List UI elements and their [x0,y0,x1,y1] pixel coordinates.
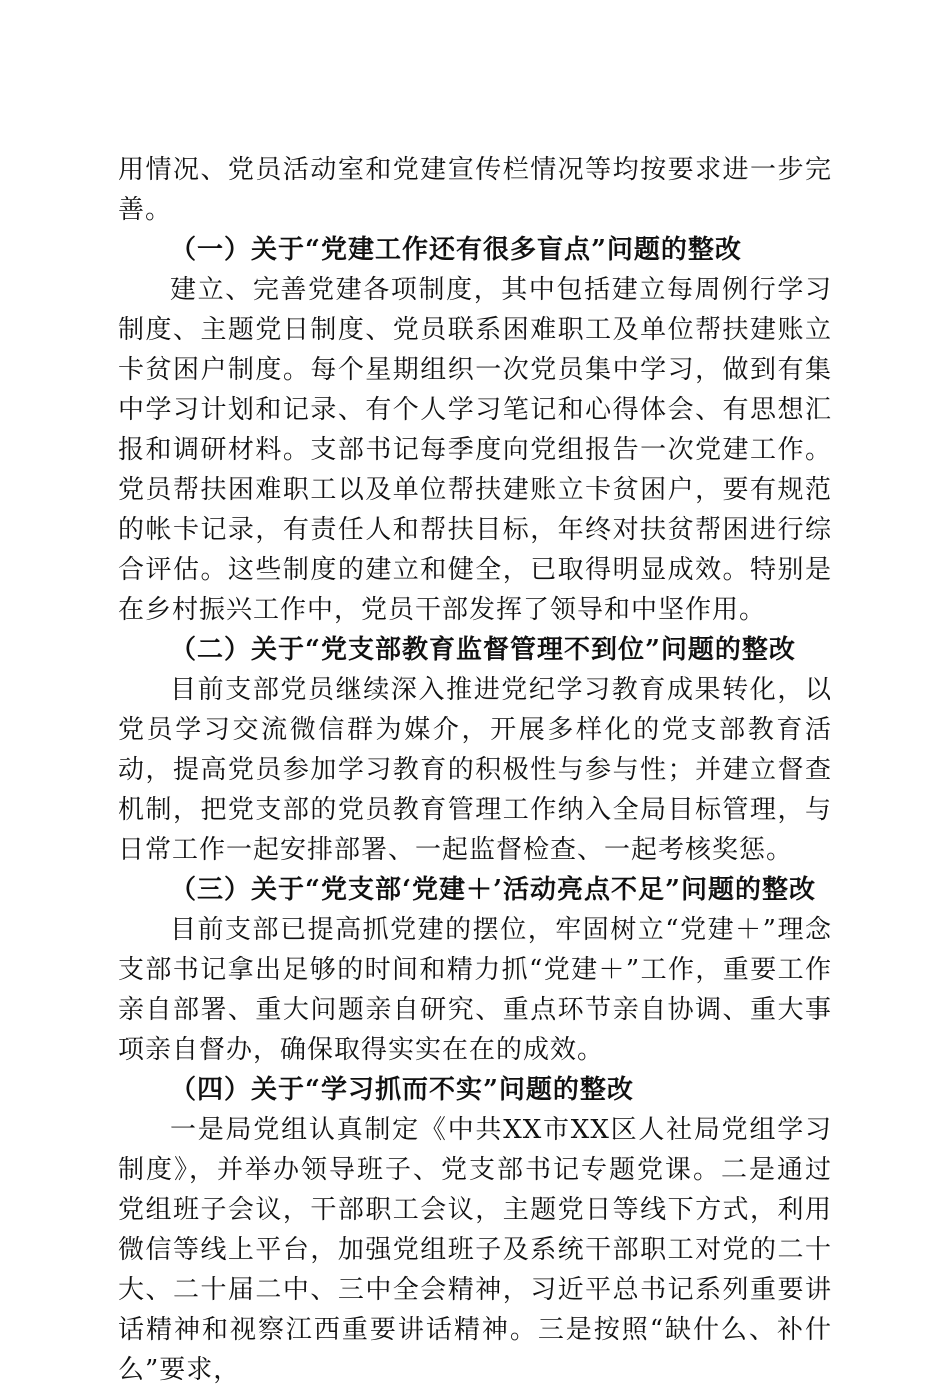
section-heading-4: （四）关于“学习抓而不实”问题的整改 [170,1075,634,1105]
section-body-1: 建立、完善党建各项制度，其中包括建立每周例行学习制度、主题党日制度、党员联系困难职工及单位帮扶建账立卡贫困户制度。每个星期组织一次党员集中学习，做到有集中学习计划和记录、有个人学习笔记和心得体会、有思想汇报和调研材料。支部书记每季度向党组报告一次党建工作。党员帮扶困难职工以及单位帮扶建账立卡贫困户，要有规范的帐卡记录，有责任人和帮扶目标，年终对扶贫帮困进行综合评估。这些制度的建立和健全，已取得明显成效。特别是在乡村振兴工作中，党员干部发挥了领导和中坚作用。 [118,275,832,625]
section-body-3: 目前支部已提高抓党建的摆位，牢固树立“党建＋”理念支部书记拿出足够的时间和精力抓“党建＋”工作，重要工作亲自部署、重大问题亲自研究、重点环节亲自协调、重大事项亲自督办，确保取得实实在在的成效。 [118,915,832,1065]
section-body-2: 目前支部党员继续深入推进党纪学习教育成果转化，以党员学习交流微信群为媒介，开展多样化的党支部教育活动，提高党员参加学习教育的积极性与参与性；并建立督查机制，把党支部的党员教育管理工作纳入全局目标管理，与日常工作一起安排部署、一起监督检查、一起考核奖惩。 [118,675,832,865]
paragraph-continuation: 用情况、党员活动室和党建宣传栏情况等均按要求进一步完善。 [118,155,832,225]
section-heading-2: （二）关于“党支部教育监督管理不到位”问题的整改 [170,635,796,665]
section-heading-1: （一）关于“党建工作还有很多盲点”问题的整改 [170,235,742,265]
section-heading-3: （三）关于“党支部‘党建＋’活动亮点不足”问题的整改 [170,875,817,905]
section-body-4: 一是局党组认真制定《中共XX市XX区人社局党组学习制度》，并举办领导班子、党支部书记专题党课。二是通过党组班子会议，干部职工会议，主题党日等线下方式，利用微信等线上平台，加强党组班子及系统干部职工对党的二十大、二十届二中、三中全会精神，习近平总书记系列重要讲话精神和视察江西重要讲话精神。三是按照“缺什么、补什么”要求， [118,1115,832,1385]
document-body [118,150,832,1390]
